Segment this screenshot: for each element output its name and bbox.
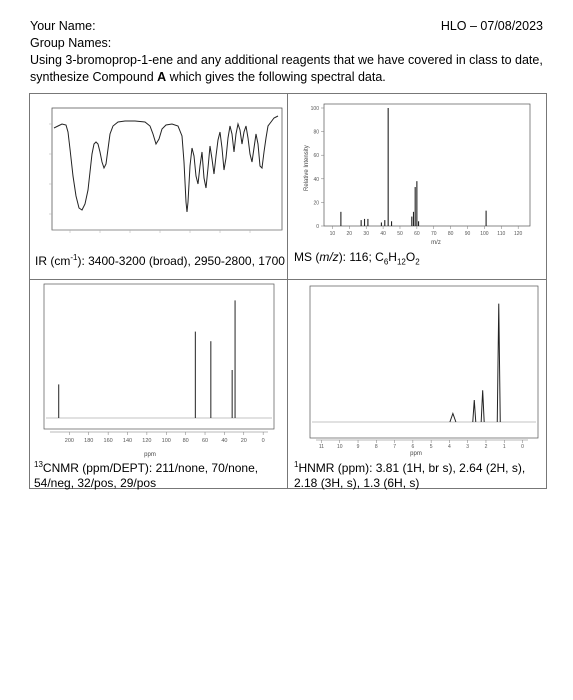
hnmr-x-tick-label: 7: [393, 444, 396, 450]
compound-label: A: [157, 70, 167, 84]
cnmr-caption-sup: 13: [34, 460, 43, 469]
hnmr-spectrum: [288, 280, 546, 458]
ms-caption-sub-c: 6: [383, 257, 389, 267]
ms-x-tick-label: 100: [480, 231, 489, 237]
ms-x-axis-label: m/z: [431, 240, 441, 246]
ms-y-tick-label: 60: [313, 153, 319, 160]
ms-x-tick-label: 40: [380, 231, 386, 237]
ms-y-axis-label: Relative Intensity: [304, 145, 310, 191]
cnmr-x-tick-label: 80: [182, 438, 189, 444]
ms-spectrum: [288, 96, 546, 246]
hnmr-caption-text: HNMR (ppm): 3.81 (1H, br s), 2.64 (2H, s), 2.18 (3H, s), 1.3 (6H, s): [294, 461, 526, 490]
ms-x-tick-label: 20: [346, 231, 353, 237]
ir-plot-frame: [52, 108, 282, 230]
group-names-label: Group Names:: [30, 36, 112, 50]
ir-caption: [35, 250, 285, 269]
instructions: [30, 52, 550, 86]
hnmr-cell: [288, 280, 546, 488]
cnmr-x-tick-label: 160: [103, 438, 113, 444]
ms-y-tick-label: 20: [313, 200, 319, 207]
ir-spectrum: [40, 104, 286, 244]
ms-x-tick-label: 110: [497, 231, 506, 237]
hnmr-x-tick-label: 6: [411, 444, 415, 450]
cnmr-x-tick-label: 100: [161, 438, 171, 444]
cnmr-x-tick-label: 60: [201, 438, 209, 444]
hnmr-x-tick-label: 2: [484, 444, 488, 450]
ms-x-tick-label: 90: [464, 231, 471, 237]
ir-cell: [30, 94, 287, 279]
hnmr-x-tick-label: 5: [429, 444, 433, 450]
ms-caption-sub-h: 12: [396, 257, 406, 267]
ir-caption-sup: -1: [70, 253, 78, 262]
hnmr-x-tick-label: 0: [521, 444, 524, 450]
spectra-table: [29, 93, 547, 489]
cnmr-x-tick-label: 120: [142, 438, 152, 444]
cnmr-x-tick-label: 180: [84, 438, 94, 444]
ms-caption-mid: ): 116; C: [338, 250, 384, 264]
cnmr-x-tick-label: 200: [64, 438, 74, 444]
ms-x-tick-label: 120: [514, 231, 523, 237]
hnmr-x-tick-label: 3: [466, 444, 470, 450]
ms-x-tick-label: 50: [397, 231, 403, 237]
instructions-text-2: which gives the following spectral data.: [166, 70, 386, 84]
ms-caption-o: O: [405, 250, 416, 264]
cnmr-caption-text: CNMR (ppm/DEPT): 211/none, 70/none, 54/neg, 32/pos, 29/pos: [34, 461, 259, 490]
course-date: HLO – 07/08/2023: [440, 19, 543, 33]
ms-caption-prefix: MS (: [294, 250, 320, 264]
cnmr-x-tick-label: 140: [122, 438, 133, 444]
ms-y-tick-label: 40: [313, 176, 319, 183]
ms-caption-h: H: [388, 250, 397, 264]
instructions-text-1: Using 3-bromoprop-1-ene and any additional reagents that we have covered in class to date, synthesize Compound: [30, 53, 543, 84]
ms-plot-frame: [324, 104, 530, 226]
ms-x-tick-label: 70: [430, 231, 437, 237]
hnmr-x-tick-label: 4: [448, 444, 451, 450]
hnmr-x-axis-label: ppm: [410, 451, 422, 457]
cnmr-caption: [34, 457, 286, 491]
cnmr-cell: [30, 280, 287, 488]
ir-caption-prefix: IR (cm: [35, 254, 71, 268]
ms-x-tick-label: 60: [414, 231, 420, 237]
cnmr-x-tick-label: 0: [261, 438, 265, 444]
hnmr-x-tick-label: 9: [356, 444, 360, 450]
ms-caption-mz: m/z: [319, 250, 339, 264]
hnmr-x-tick-label: 1: [502, 444, 506, 450]
ms-x-tick-label: 10: [329, 231, 336, 237]
ms-x-tick-label: 30: [363, 231, 369, 237]
ms-x-tick-label: 80: [447, 231, 454, 237]
cnmr-spectrum: [30, 280, 287, 458]
ir-caption-rest: ): 3400-3200 (broad), 2950-2800, 1700: [77, 254, 285, 268]
header-left: [30, 18, 111, 52]
hnmr-caption: [294, 457, 544, 491]
your-name-label: Your Name:: [30, 19, 96, 33]
ms-y-tick-label: 0: [316, 224, 319, 230]
ms-caption: [294, 250, 544, 269]
ms-y-tick-label: 100: [310, 106, 319, 112]
cnmr-x-tick-label: 40: [221, 438, 228, 444]
hnmr-plot-frame: [310, 286, 538, 438]
cnmr-plot-frame: [44, 284, 274, 429]
cnmr-x-axis-label: ppm: [144, 452, 156, 458]
ms-caption-sub-o: 2: [415, 257, 420, 267]
hnmr-x-tick-label: 8: [374, 444, 378, 450]
ms-cell: [288, 94, 546, 279]
hnmr-caption-sup: 1: [294, 460, 299, 469]
hnmr-x-tick-label: 11: [318, 444, 325, 450]
cnmr-x-tick-label: 20: [240, 438, 247, 444]
ms-y-tick-label: 80: [313, 129, 319, 136]
hnmr-x-tick-label: 10: [336, 444, 343, 450]
